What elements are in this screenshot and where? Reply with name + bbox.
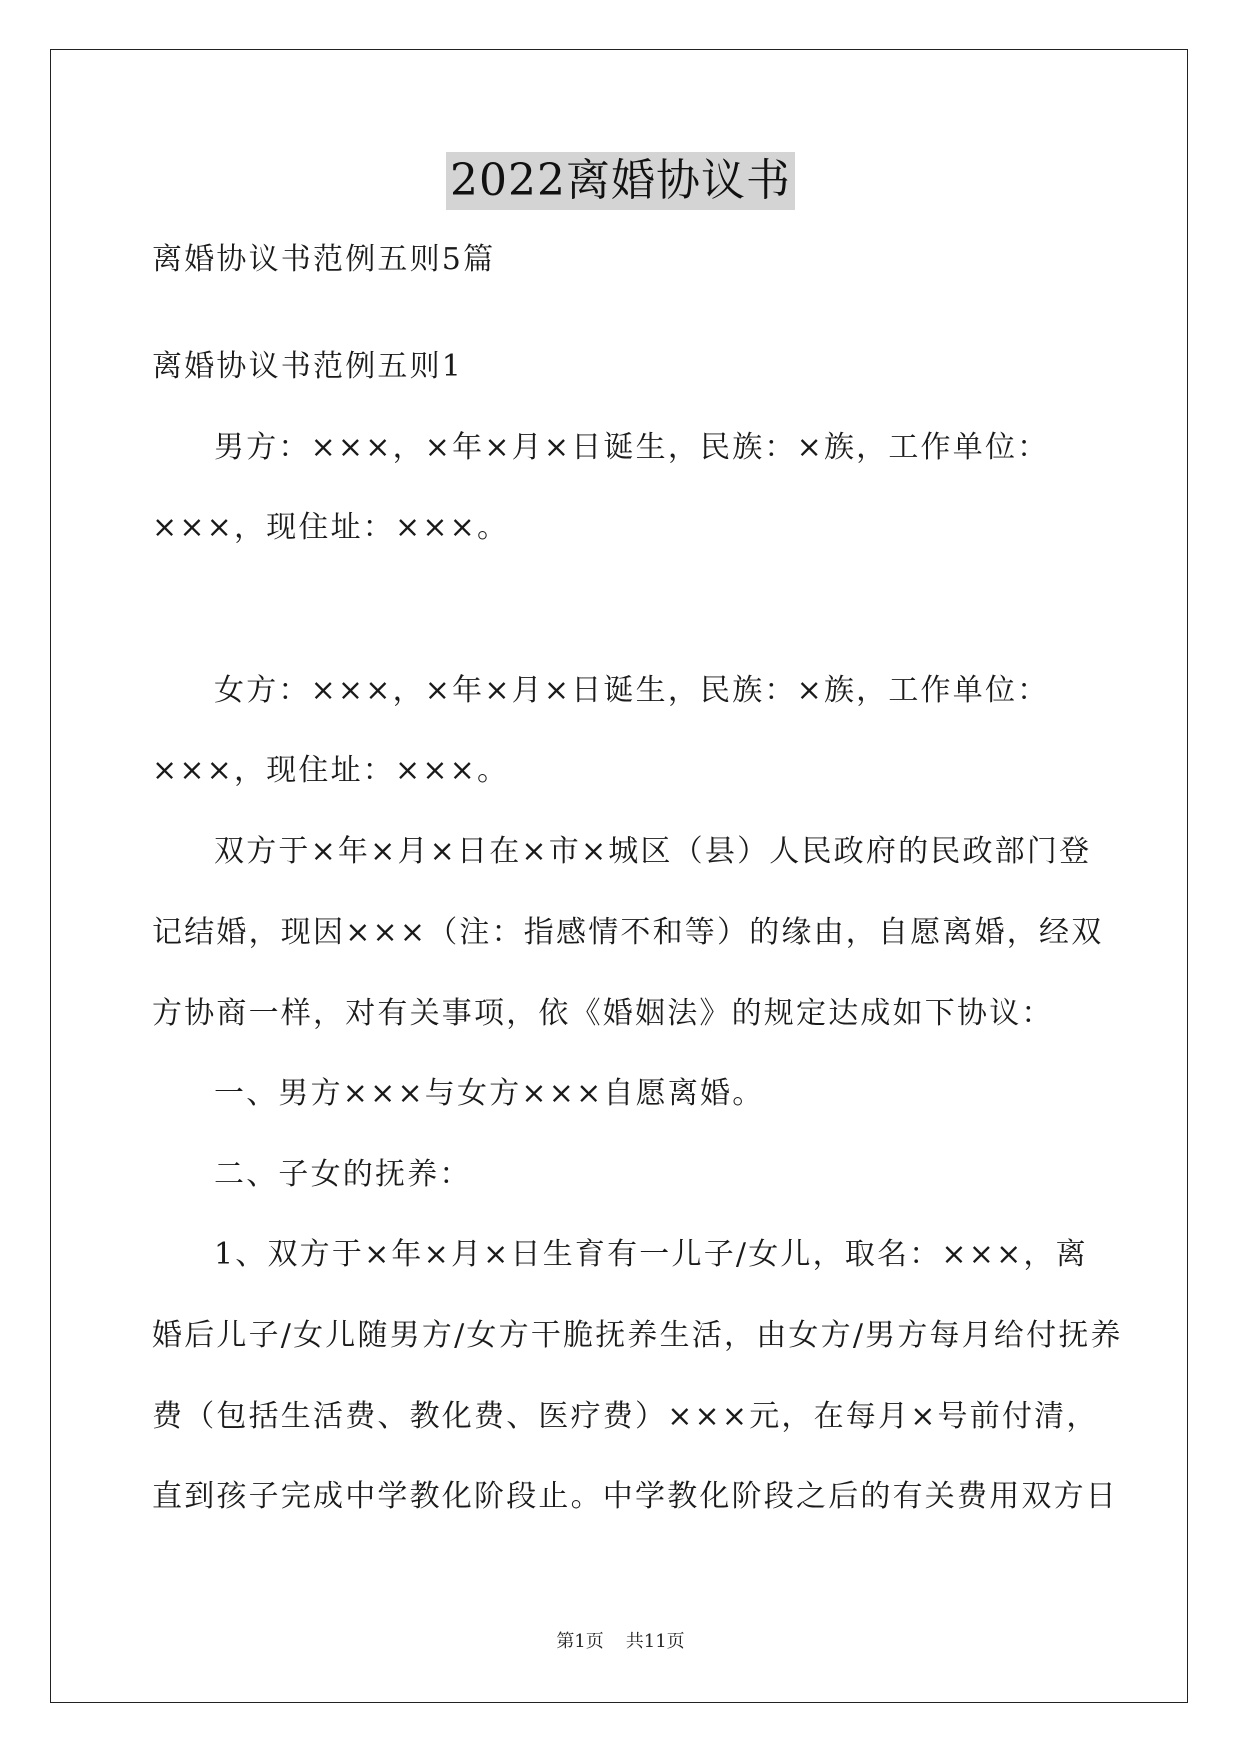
paragraph-line: ×××，现住址：×××。 [152,753,510,788]
paragraph-line: ×××，现住址：×××。 [152,510,510,545]
page-number: 第1页 [556,1631,604,1652]
section-heading: 离婚协议书范例五则1 [152,349,464,384]
page-footer [0,1630,1241,1654]
page-total: 共11页 [625,1631,685,1652]
paragraph-line: 费（包括生活费、教化费、医疗费）×××元，在每月×号前付清， [152,1399,1099,1434]
paragraph-line: 二、子女的抚养： [214,1157,472,1192]
paragraph-line: 双方于×年×月×日在×市×城区（县）人民政府的民政部门登 [214,834,1092,869]
title-container [0,152,1241,210]
paragraph-line: 男方：×××，×年×月×日诞生，民族：×族，工作单位： [214,430,1050,465]
paragraph-line: 直到孩子完成中学教化阶段止。中学教化阶段之后的有关费用双方日 [152,1479,1118,1514]
document-title: 2022离婚协议书 [446,152,795,210]
paragraph-line: 方协商一样，对有关事项，依《婚姻法》的规定达成如下协议： [152,996,1054,1031]
paragraph-line: 记结婚，现因×××（注：指感情不和等）的缘由，自愿离婚，经双 [152,915,1104,950]
page-border [50,49,1188,1703]
paragraph-line: 女方：×××，×年×月×日诞生，民族：×族，工作单位： [214,673,1050,708]
paragraph-line: 婚后儿子/女儿随男方/女方干脆抚养生活，由女方/男方每月给付抚养 [152,1318,1123,1353]
subtitle-line: 离婚协议书范例五则5篇 [152,242,496,277]
paragraph-line: 1、双方于×年×月×日生育有一儿子/女儿，取名：×××，离 [214,1237,1088,1272]
paragraph-line: 一、男方×××与女方×××自愿离婚。 [214,1076,765,1111]
